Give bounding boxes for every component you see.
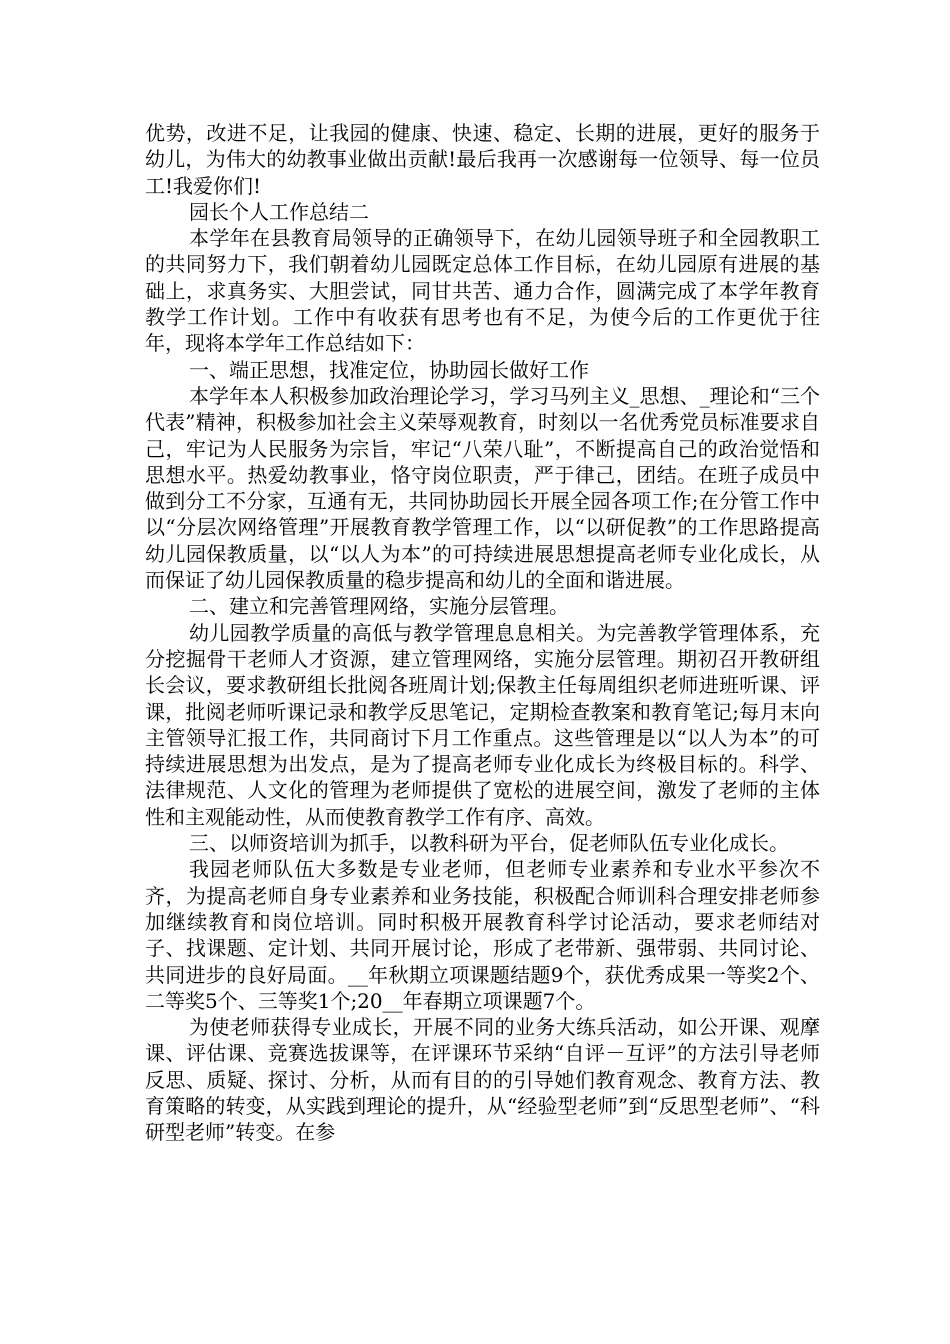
heading-three: 三、以师资培训为抓手，以教科研为平台，促老师队伍专业化成长。: [189, 831, 789, 856]
heading-two: 二、建立和完善管理网络，实施分层管理。: [189, 594, 569, 619]
document-body: [145, 120, 820, 1146]
heading-one: 一、端正思想，找准定位，协助园长做好工作: [189, 357, 589, 382]
paragraph-one: 本学年本人积极参加政治理论学习，学习马列主义_思想、_理论和“三个代表”精神，积极参加社会主义荣辱观教育，时刻以一名优秀党员标准要求自己，牢记为人民服务为宗旨，牢记“八荣八耻”，不断提高自己的政治觉悟和思想水平。热爱幼教事业，恪守岗位职责，严于律己，团结。在班子成员中做到分工不分家，互通有无，共同协助园长开展全园各项工作;在分管工作中以“分层次网络管理”开展教育教学管理工作，以“以研促教”的工作思路提高幼儿园保教质量，以“以人为本”的可持续进展思想提高老师专业化成长，从而保证了幼儿园保教质量的稳步提高和幼儿的全面和谐进展。: [145, 383, 820, 593]
section-title: 园长个人工作总结二: [189, 199, 369, 224]
paragraph-three: 我园老师队伍大多数是专业老师，但老师专业素养和专业水平参次不齐，为提高老师自身专业素养和业务技能，积极配合师训科合理安排老师参加继续教育和岗位培训。同时积极开展教育科学讨论活动，要求老师结对子、找课题、定计划、共同开展讨论，形成了老带新、强带弱、共同讨论、共同进步的良好局面。__年秋期立项课题结题9个，获优秀成果一等奖2个、二等奖5个、三等奖1个;20__年春期立项课题7个。: [145, 857, 820, 1013]
paragraph-four: 为使老师获得专业成长，开展不同的业务大练兵活动，如公开课、观摩课、评估课、竞赛选拔课等，在评课环节采纳“自评－互评”的方法引导老师反思、质疑、探讨、分析，从而有目的的引导她们教育观念、教育方法、教育策略的转变，从实践到理论的提升，从“经验型老师”到“反思型老师”、“科研型老师”转变。在参: [145, 1015, 820, 1145]
paragraph-two: 幼儿园教学质量的高低与教学管理息息相关。为完善教学管理体系，充分挖掘骨干老师人才资源，建立管理网络，实施分层管理。期初召开教研组长会议，要求教研组长批阅各班周计划;保教主任每周组织老师进班听课、评课，批阅老师听课记录和教学反思笔记，定期检查教案和教育笔记;每月末向主管领导汇报工作，共同商讨下月工作重点。这些管理是以“以人为本”的可持续进展思想为出发点，是为了提高老师专业化成长为终极目标的。科学、法律规范、人文化的管理为老师提供了宽松的进展空间，激发了老师的主体性和主观能动性，从而使教育教学工作有序、高效。: [145, 620, 820, 829]
paragraph-closing: 优势，改进不足，让我园的健康、快速、稳定、长期的进展，更好的服务于幼儿，为伟大的幼教事业做出贡献!最后我再一次感谢每一位领导、每一位员工!我爱你们!: [145, 121, 820, 198]
paragraph-intro: 本学年在县教育局领导的正确领导下，在幼儿园领导班子和全园教职工的共同努力下，我们朝着幼儿园既定总体工作目标，在幼儿园原有进展的基础上，求真务实、大胆尝试，同甘共苦、通力合作，圆满完成了本学年教育教学工作计划。工作中有收获有思考也有不足，为使今后的工作更优于往年，现将本学年工作总结如下：: [145, 226, 820, 356]
